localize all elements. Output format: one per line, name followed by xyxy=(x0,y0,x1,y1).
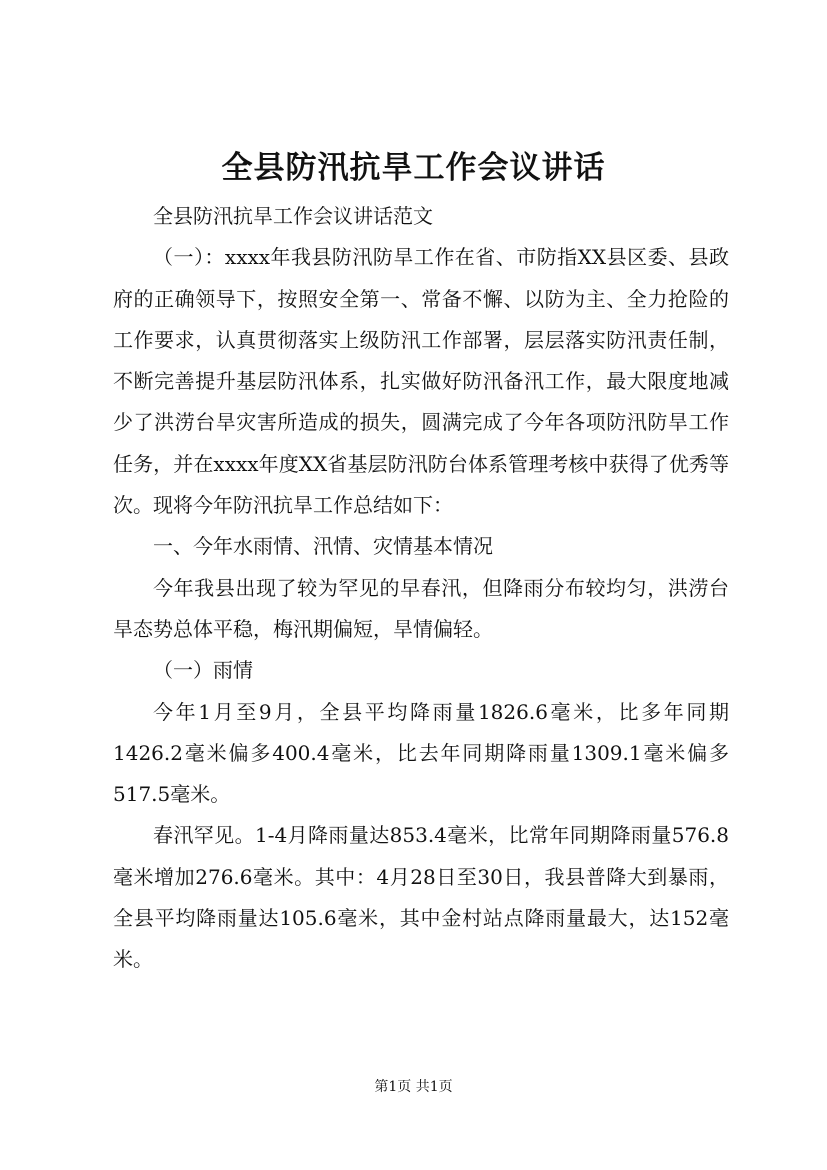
page-footer: 第1页 共1页 xyxy=(374,1079,453,1095)
paragraph-spring-flood: 春汛罕见。1-4月降雨量达853.4毫米，比常年同期降雨量576.8毫米增加276.6毫米。其中：4月28日至30日，我县普降大到暴雨，全县平均降雨量达105.6毫米，其中金村站点降雨量最大，达152毫米。 xyxy=(113,823,729,972)
subsection-heading-rain: （一）雨情 xyxy=(153,658,253,683)
document-body xyxy=(113,196,729,981)
paragraph-subtitle: 全县防汛抗旱工作会议讲话范文 xyxy=(153,204,433,228)
document-title: 全县防汛抗旱工作会议讲话 xyxy=(221,150,606,186)
paragraph-overview: 今年我县出现了较为罕见的早春汛，但降雨分布较均匀，洪涝台旱态势总体平稳，梅汛期偏短，旱情偏轻。 xyxy=(113,575,729,641)
paragraph-intro: （一）：xxxx年我县防汛防旱工作在省、市防指XX县区委、县政府的正确领导下，按照安全第一、常备不懈、以防为主、全力抢险的工作要求，认真贯彻落实上级防汛工作部署，层层落实防汛责任制，不断完善提升基层防汛体系，扎实做好防汛备汛工作，最大限度地减少了洪涝台旱灾害所造成的损失，圆满完成了今年各项防汛防旱工作任务，并在xxxx年度XX省基层防汛防台体系管理考核中获得了优秀等次。现将今年防汛抗旱工作总结如下： xyxy=(113,245,729,518)
section-heading-1: 一、今年水雨情、汛情、灾情基本情况 xyxy=(153,534,493,559)
paragraph-rainfall: 今年1月至9月，全县平均降雨量1826.6毫米，比多年同期1426.2毫米偏多400.4毫米，比去年同期降雨量1309.1毫米偏多517.5毫米。 xyxy=(113,699,729,807)
